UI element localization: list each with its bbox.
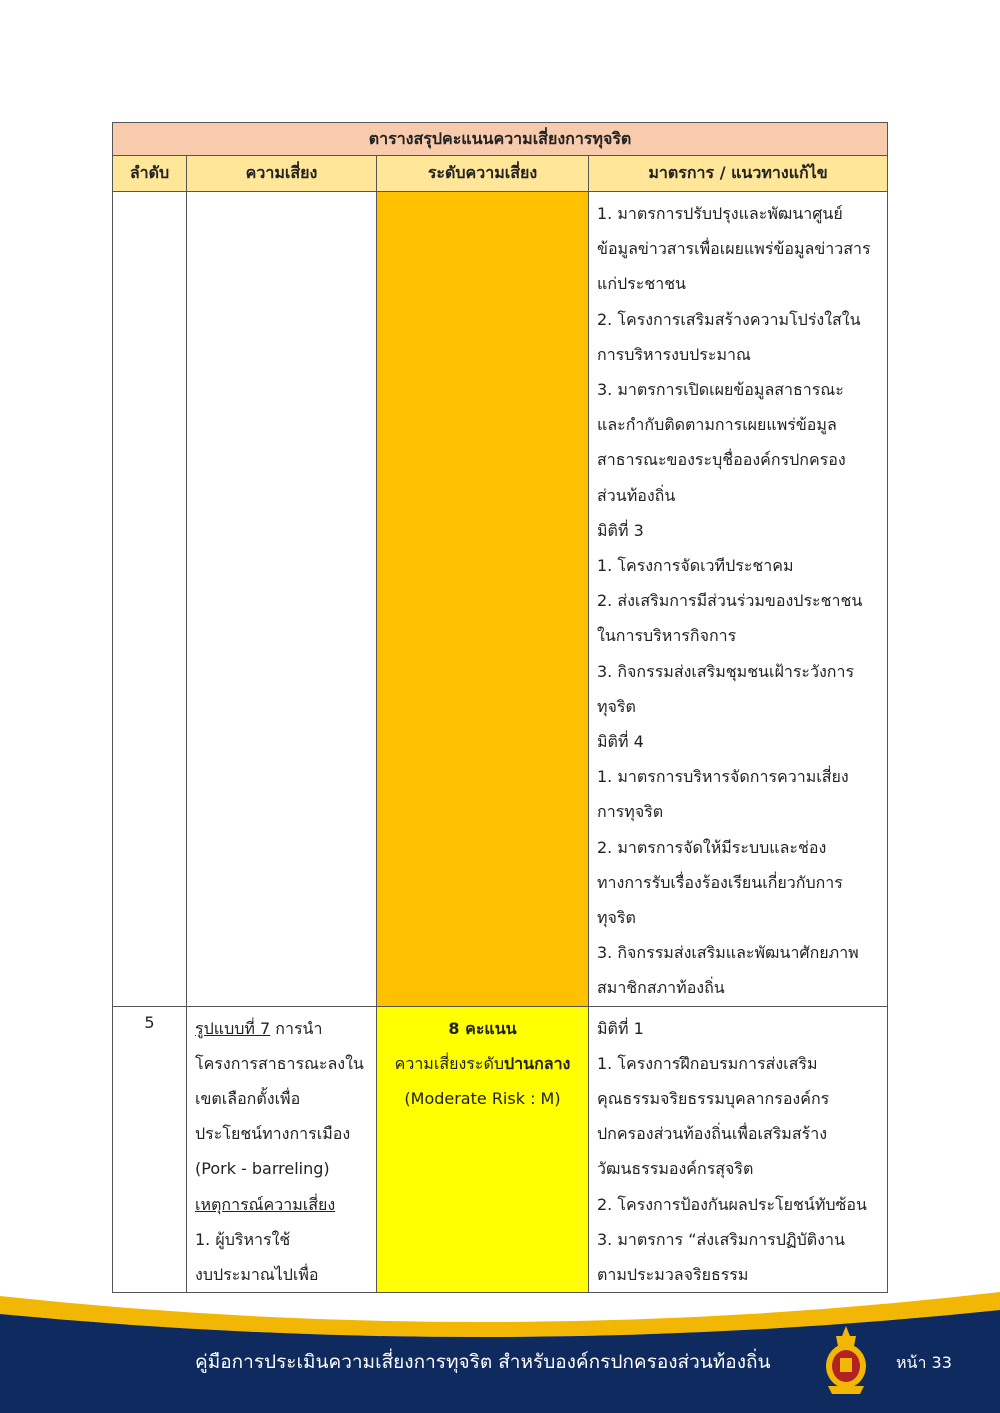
measures-cell (589, 1006, 888, 1293)
measure-line: สาธารณะของระบุชื่อองค์กรปกครอง (597, 450, 846, 470)
risk-event-line: งบประมาณไปเพื่อ (195, 1265, 319, 1285)
measure-line: 2. โครงการเสริมสร้างความโปร่งใสใน (597, 309, 861, 329)
measure-line: ทุจริต (597, 696, 636, 716)
table-title: ตารางสรุปคะแนนความเสี่ยงการทุจริต (113, 123, 888, 156)
measure-line: ข้อมูลข่าวสารเพื่อเผยแพร่ข้อมูลข่าวสาร (597, 239, 871, 259)
risk-level-prefix: ความเสี่ยงระดับ (394, 1053, 504, 1073)
table-row-5 (113, 1006, 888, 1293)
measure-line: และกำกับติดตามการเผยแพร่ข้อมูล (597, 415, 837, 435)
government-seal-icon (820, 1324, 872, 1396)
measure-line: ในการบริหารกิจการ (597, 626, 737, 646)
dimension-heading: มิติที่ 4 (597, 732, 644, 752)
dimension-heading: มิติที่ 1 (597, 1018, 644, 1038)
header-risk-level: ระดับความเสี่ยง (377, 156, 589, 192)
measure-line: 1. มาตรการปรับปรุงและพัฒนาศูนย์ (597, 204, 843, 223)
risk-level-line (385, 1046, 580, 1081)
risk-line: เขตเลือกตั้งเพื่อ (195, 1089, 301, 1109)
risk-event-heading: เหตุการณ์ความเสี่ยง (195, 1194, 336, 1214)
risk-cell (187, 1006, 377, 1293)
measure-line: ส่วนท้องถิ่น (597, 485, 676, 505)
measure-line: ทุจริต (597, 908, 636, 928)
measure-line: การบริหารงบประมาณ (597, 344, 751, 364)
dimension-heading: มิติที่ 3 (597, 520, 644, 540)
measure-line: 2. โครงการป้องกันผลประโยชน์ทับซ้อน (597, 1194, 867, 1214)
measure-line: 2. ส่งเสริมการมีส่วนร่วมของประชาชน (597, 591, 863, 611)
measure-line: การทุจริต (597, 802, 664, 822)
risk-pattern-label: รูปแบบที่ 7 (195, 1018, 271, 1038)
header-order: ลำดับ (113, 156, 187, 192)
risk-line: ประโยชน์ทางการเมือง (195, 1124, 351, 1144)
measure-line: ทางการรับเรื่องร้องเรียนเกี่ยวกับการ (597, 872, 843, 892)
risk-cell-continued (187, 192, 377, 1007)
measure-line: ตามประมวลจริยธรรม (597, 1265, 749, 1285)
measure-line: คุณธรรมจริยธรรมบุคลากรองค์กร (597, 1089, 830, 1109)
order-cell: 5 (113, 1006, 187, 1293)
order-cell-continued (113, 192, 187, 1007)
measure-line: 3. มาตรการเปิดเผยข้อมูลสาธารณะ (597, 380, 844, 400)
risk-pattern-rest: การนำ (270, 1018, 323, 1038)
measure-line: แก่ประชาชน (597, 274, 686, 294)
risk-level-value: ปานกลาง (504, 1053, 571, 1073)
risk-level-cell-orange (377, 192, 589, 1007)
measure-line: 3. มาตรการ “ส่งเสริมการปฏิบัติงาน (597, 1229, 845, 1249)
risk-pattern-line (195, 1011, 368, 1046)
measure-line: 1. โครงการฝึกอบรมการส่งเสริม (597, 1053, 818, 1073)
risk-score: 8 คะแนน (448, 1018, 517, 1038)
risk-line: (Pork - barreling) (195, 1159, 330, 1179)
measure-line: 2. มาตรการจัดให้มีระบบและช่อง (597, 837, 827, 857)
measure-line: 3. กิจกรรมส่งเสริมและพัฒนาศักยภาพ (597, 943, 859, 963)
header-risk: ความเสี่ยง (187, 156, 377, 192)
header-measures: มาตรการ / แนวทางแก้ไข (589, 156, 888, 192)
measure-line: วัฒนธรรมองค์กรสุจริต (597, 1159, 754, 1179)
risk-summary-table (112, 122, 888, 1293)
risk-event-line: 1. ผู้บริหารใช้ (195, 1229, 291, 1249)
risk-level-cell-yellow (377, 1006, 589, 1293)
page-number: หน้า 33 (896, 1353, 952, 1372)
measure-line: 1. มาตรการบริหารจัดการความเสี่ยง (597, 767, 849, 787)
measure-line: ปกครองส่วนท้องถิ่นเพื่อเสริมสร้าง (597, 1124, 827, 1144)
measures-cell-continued (589, 192, 888, 1007)
footer-title: คู่มือการประเมินความเสี่ยงการทุจริต สำหรับองค์กรปกครองส่วนท้องถิ่น (195, 1351, 771, 1373)
table-row-continued (113, 192, 888, 1007)
risk-level-english: (Moderate Risk : M) (404, 1089, 561, 1109)
measure-line: 1. โครงการจัดเวทีประชาคม (597, 556, 794, 576)
risk-line: โครงการสาธารณะลงใน (195, 1053, 364, 1073)
measure-line: สมาชิกสภาท้องถิ่น (597, 978, 725, 998)
measure-line: 3. กิจกรรมส่งเสริมชุมชนเฝ้าระวังการ (597, 661, 855, 681)
